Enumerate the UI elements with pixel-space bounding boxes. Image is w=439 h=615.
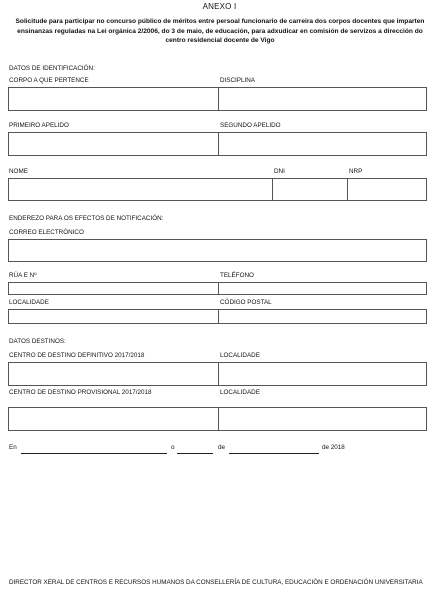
nrp-field[interactable]	[347, 179, 426, 200]
nome-field[interactable]	[9, 179, 272, 200]
identification-heading: DATOS DE IDENTIFICACIÓN:	[9, 65, 95, 72]
disciplina-field[interactable]	[218, 88, 426, 110]
correo-field[interactable]	[8, 239, 427, 262]
provisional-row	[8, 407, 427, 431]
localidade-label: LOCALIDADE	[9, 299, 49, 306]
day-line[interactable]	[177, 446, 213, 454]
definitivo-row	[8, 362, 427, 386]
definitivo-localidade-field[interactable]	[218, 363, 426, 385]
corpo-disciplina-row	[8, 87, 427, 111]
primeiro-apelido-label: PRIMEIRO APELIDO	[9, 122, 69, 129]
definitivo-field[interactable]	[9, 363, 218, 385]
localidade-cp-row	[8, 309, 427, 324]
provisional-localidade-label: LOCALIDADE	[220, 389, 260, 396]
definitivo-localidade-label: LOCALIDADE	[220, 352, 260, 359]
day-prefix: o	[171, 444, 175, 451]
nome-label: NOME	[9, 168, 28, 175]
telefono-field[interactable]	[218, 283, 426, 294]
apelidos-row	[8, 132, 427, 156]
corpo-field[interactable]	[9, 88, 218, 110]
place-prefix: En	[9, 444, 17, 451]
destinations-heading: DATOS DESTINOS:	[9, 338, 66, 345]
telefono-label: TELÉFONO	[220, 272, 254, 279]
place-line[interactable]	[21, 446, 167, 454]
dni-field[interactable]	[272, 179, 347, 200]
rua-label: RÚA E Nº	[9, 272, 37, 279]
segundo-apelido-label: SEGUNDO APELIDO	[220, 122, 281, 129]
year-suffix: de 2018	[322, 444, 345, 451]
correo-label: CORREO ELECTRÓNICO	[9, 229, 84, 236]
nome-dni-nrp-row	[8, 178, 427, 201]
corpo-label: CORPO A QUE PERTENCE	[9, 77, 89, 84]
address-heading: ENDEREZO PARA OS EFECTOS DE NOTIFICACIÓN:	[9, 215, 164, 222]
month-line[interactable]	[229, 446, 319, 454]
codigo-postal-label: CÓDIGO POSTAL	[220, 299, 272, 306]
definitivo-label: CENTRO DE DESTINO DEFINITIVO 2017/2018	[9, 352, 145, 359]
rua-telefono-row	[8, 282, 427, 295]
provisional-localidade-field[interactable]	[218, 408, 426, 430]
provisional-label: CENTRO DE DESTINO PROVISIONAL 2017/2018	[9, 389, 152, 396]
provisional-field[interactable]	[9, 408, 218, 430]
dni-label: DNI	[274, 168, 285, 175]
segundo-apelido-field[interactable]	[218, 133, 426, 155]
nrp-label: NRP	[349, 168, 363, 175]
localidade-field[interactable]	[9, 310, 218, 323]
form-intro: Solicitude para participar no concurso público de méritos entre persoal funcionario de carreira dos corpos docentes que imparten ensinanzas reguladas na Lei orgánica 2/2006, do 3 de maio, de educación, para adxudicar en comisión de servizos a dirección do centro residencial docente de Vigo	[15, 18, 425, 45]
annex-title: ANEXO I	[202, 2, 237, 11]
primeiro-apelido-field[interactable]	[9, 133, 218, 155]
disciplina-label: DISCIPLINA	[220, 77, 255, 84]
rua-field[interactable]	[9, 283, 218, 294]
month-prefix: de	[218, 444, 226, 451]
codigo-postal-field[interactable]	[218, 310, 426, 323]
addressee-footer: DIRECTOR XERAL DE CENTROS E RECURSOS HUMANOS DA CONSELLERÍA DE CULTURA, EDUCACIÓN E ORDENACIÓN UNIVERSITARIA	[9, 579, 423, 586]
